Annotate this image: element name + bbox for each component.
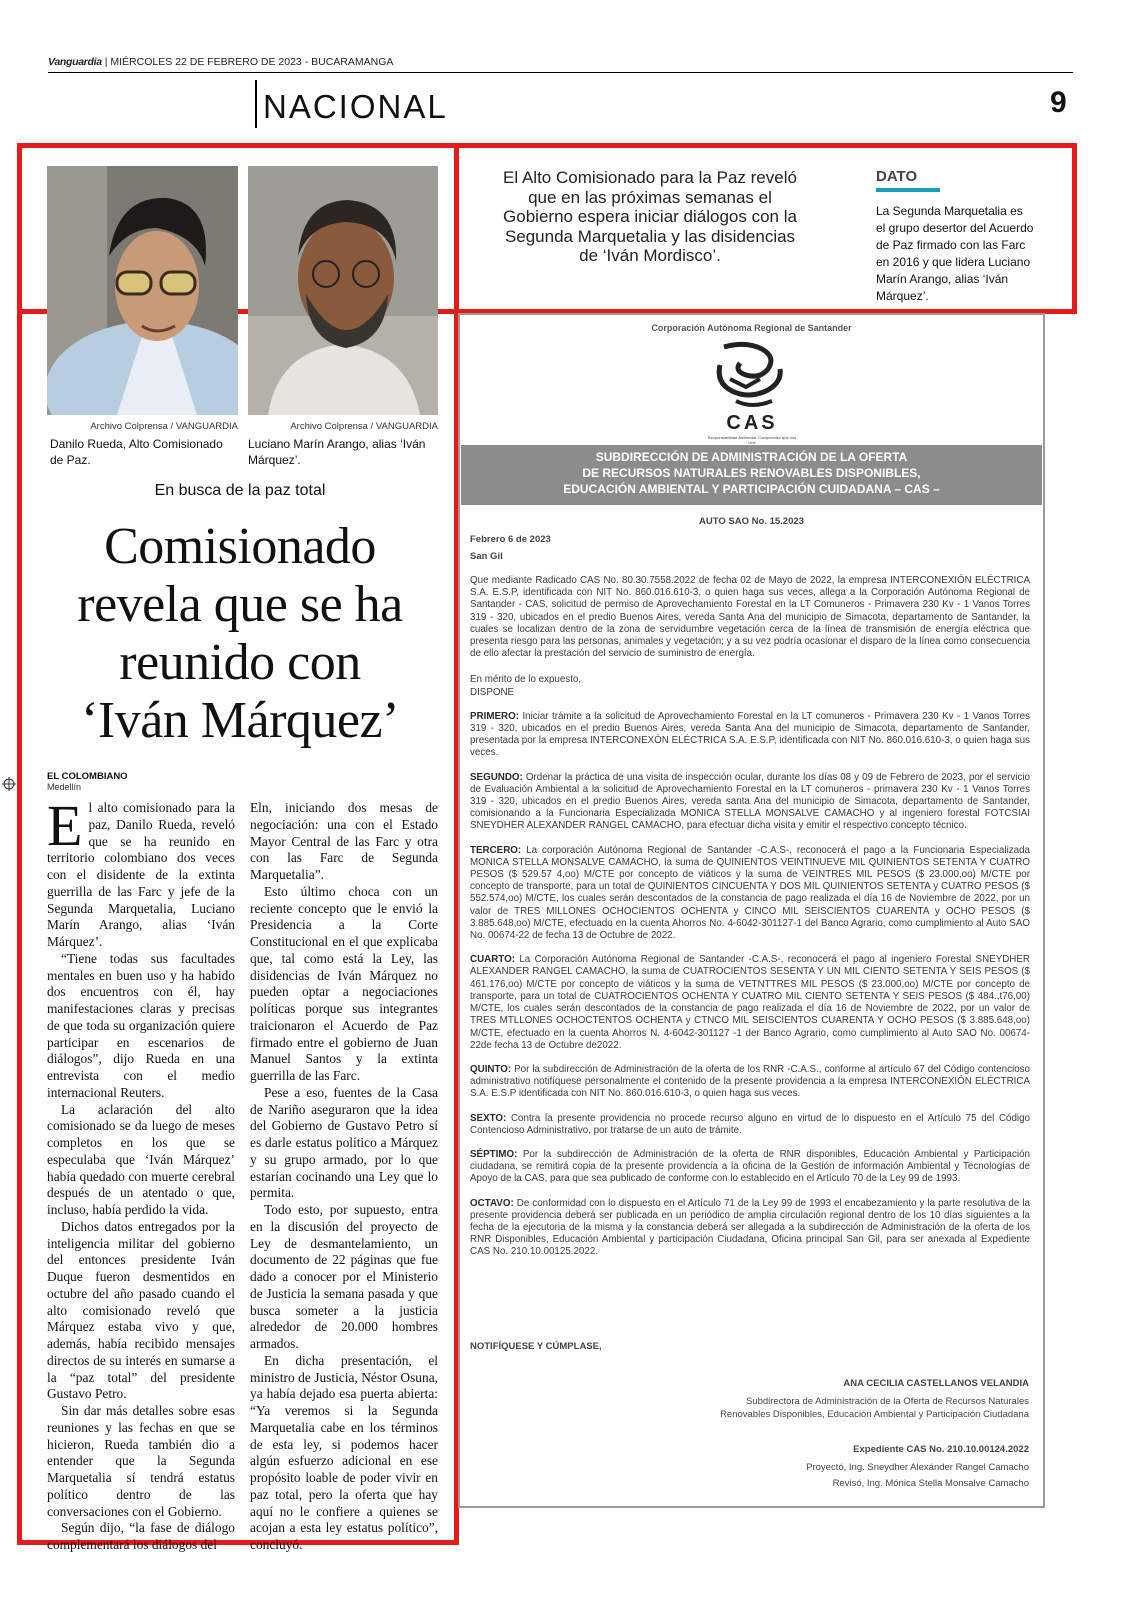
drop-cap: E — [47, 793, 83, 858]
registration-mark-icon — [2, 777, 16, 791]
photo-credit: Archivo Colprensa / VANGUARDIA — [90, 421, 238, 432]
notice-clause: PRIMERO: Iniciar trámite a la solicitud de Aprovechamiento Forestal en la LT comuneros - Primavera 230 Kv - 1 Vanos Torres 319 - 320, ubicados en el predio Buenos Aires, vereda Santa Ana del municipio de Simacota, departamento de Santander, presentada por la empresa INTERCONEXÓN ELÉCTRICA S.A. E.S.P, identificada con NIT No. 860.016.610-3, o quien haga sus veces. — [470, 710, 1030, 759]
notice-clause: TERCERO: La corporación Autónoma Regional de Santander -C.A.S-, reconocerá el pago a la Funcionaria Especializada MONICA STELLA MONSALVE CAMACHO, la suma de QUINIENTOS VEINTINUEVE MIL QUINIENTOS SETENTA Y CUATRO PESOS ($ 529.57 4,oo) M/CTE por concepto de viáticos y la suma de VEINTRES MIL PESOS ($ 23.000,oo) M/CTE por concepto de transporte, para un total de QUINIENTOS CINCUENTA Y DOS MIL QUINIENTOS SETENTA y CUATRO PESOS ($ 552.574,oo) M/CTE, los cuales serán descontados de la constancia de pago realizada el día 16 de Noviembre de 2022, por un valor de TRES MILLONES OCHOCIENTOS OCHENTA y CINCO MIL SEISCIENTOS CUARENTA y OCHO PESOS ($ 3.885.648,oo) M/CTE, efectuado en la cuenta Ahorros No. 4-6042-301127-1 del Banco Agrario, como cumplimiento al Auto SAO No. 00674-22 de fecha 13 de Octubre de 2022. — [470, 844, 1030, 942]
notice-clause: QUINTO: Por la subdirección de Administración de la oferta de los RNR -C.A.S., conforme al artículo 67 del Código contencioso administrativo notifíquese personalmente el contenido de la presente providencia a la empresa INTERCONEXIÓN ELÉCTRICA S.A. E.S.P identificada con NIT No. 860.016.610-3, o quien haga sus veces. — [470, 1063, 1030, 1100]
legal-notice — [458, 313, 1045, 1508]
article-paragraph: Eln, iniciando dos mesas de negociación: una con el Estado Mayor Central de las Farc y otra con las Farc de Segunda Marquetalia”. — [250, 800, 438, 882]
article-paragraph: Esto último choca con un reciente concepto que le envió la Presidencia a la Corte Constitucional en el que explicaba que, tal como está la Ley, las disidencias de Iván Márquez no pueden optar a negociaciones políticas porque sus integrantes traicionaron el Acuerdo de Paz firmado entre el gobierno de Juan Manuel Santos y la extinta guerrilla de las Farc. — [250, 883, 438, 1083]
notice-merito: En mérito de lo expuesto, — [470, 674, 582, 686]
notice-signer: ANA CECILIA CASTELLANOS VELANDIA — [843, 1378, 1029, 1389]
portrait-image — [47, 166, 238, 415]
article-column-1 — [47, 793, 235, 1554]
masthead: Vanguardia | MIÉRCOLES 22 DE FEBRERO DE 2023 - BUCARAMANGA — [48, 56, 394, 68]
notice-place: San Gil — [470, 551, 503, 562]
brand-logo: Vanguardia — [48, 56, 102, 68]
article-paragraph: La aclaración del alto comisionado se da luego de meses completos en los que se especulaba que ‘Iván Márquez’ había quedado con muerte cerebral después de un atentado o que, incluso, había perdido la vida. — [47, 1101, 235, 1217]
article-paragraph: En dicha presentación, el ministro de Justicia, Néstor Osuna, ya había dejado esa puerta abierta: “Ya veremos si la Segunda Marquetalia cabe en los términos de esta ley, si podemos hacer algún esfuerzo adicional en ese propósito loable de poder vivir en paz total, pero la oferta que hay aquí no le confiere a quienes se acojan a esta ley estatus político”, concluyó. — [250, 1352, 438, 1552]
notice-clause: CUARTO: La Corporación Autónoma Regional de Santander -C.A.S-, reconocerá el pago al ingeniero Forestal SNEYDHER ALEXANDER RANGEL CAMACHO, la suma de CUATROCIENTOS SESENTA Y UN MIL CIENTO SETENTA Y SEIS PESOS ($ 461.176,oo) M/CTE por concepto de viáticos y la suma de VETNTTRES MIL PESOS ($ 23.000,oo) M/CTE por concepto de transporte, para un total de CUATROCIENTOS OCHENTA Y CUATRO MIL CIENTO SETENTA Y SEIS PESOS ($ 484.,t76,00) M/CTE, los cuales serán descontados de la constancia de pago realizada el día 16 de Noviembre de 2022, por un valor de TRES MTLLONES OCHOCTENTOS OCHENTA y CTNCO MIL SEISCIENTOS CUARENTA Y OCHO PESOS ($ 3.885.648,oo) M/CTE, efectuado en la cuenta Ahorros N. 4-6042-301127 -1 der Banco Agrario, como cumplimiento al Auto SAO No. 00674-22de fecha 13 de Octubre de2022. — [470, 954, 1030, 1051]
article-paragraph: Pese a eso, fuentes de la Casa de Nariño aseguraron que la idea del Gobierno de Gustavo Petro sí es darle estatus político a Márquez y su grupo armado, por lo que estarían cocinando una Ley que lo permita. — [250, 1084, 438, 1201]
cas-logo-tagline: Responsabilidad Ambiental, Compromiso que nos Une — [707, 435, 797, 445]
notice-closing: NOTIFÍQUESE Y CÚMPLASE, — [470, 1341, 602, 1352]
cas-logo — [706, 339, 798, 447]
article-headline: Comisionado revela que se ha reunido con ‘Iván Márquez’ — [77, 518, 403, 749]
photo-caption: Danilo Rueda, Alto Comisionado de Paz. — [50, 437, 223, 467]
notice-clause: SÉPTIMO: Por la subdirección de Administración de la oferta de RNR disponibles, Educación Ambiental y Participación ciudadana, se remitirá copia de la presente providencia a la oficina de la Gestión de información Ambiental y Tecnologías de Apoyo de la CAS, para que sea publicado de conforme con lo establecido en el Artículo 70 de la Ley 99 de 1993. — [470, 1148, 1030, 1185]
notice-expediente: Expediente CAS No. 210.10.00124.2022 — [853, 1444, 1029, 1455]
header-rule — [48, 72, 1073, 73]
article-source: EL COLOMBIANO — [47, 771, 128, 782]
article-column-2 — [250, 800, 438, 1554]
section-divider — [255, 80, 257, 128]
article-paragraph: Todo esto, por supuesto, entra en la discusión del proyecto de Ley de desmantelamiento, un documento de 22 páginas que fue dado a conocer por el Ministerio de Justicia la semana pasada y que busca someter a la justicia alrededor de 20.000 hombres armados. — [250, 1202, 438, 1351]
notice-signer-role: Subdirectora de Administración de la Oferta de Recursos Naturales Renovables Disponibles, Educación Ambiental y Participación Ciudadana — [720, 1396, 1029, 1420]
notice-body — [470, 575, 1030, 1271]
article-paragraph: Sin dar más detalles sobre esas reuniones y las fechas en que se hicieron, Rueda también dio a entender que la Segunda Marquetalia sí tendrá estatus político dentro de las conversaciones con el Gobierno. — [47, 1403, 235, 1519]
photo-credit: Archivo Colprensa / VANGUARDIA — [290, 421, 438, 432]
cas-logo-mark-icon — [706, 339, 798, 409]
cas-logo-text: CAS — [726, 412, 778, 434]
dato-body: La Segunda Marquetalia es el grupo desertor del Acuerdo de Paz firmado con las Farc en 2016 y que lidera Luciano Marín Arango, alias ‘Iván Márquez’. — [876, 204, 1034, 303]
article-paragraph: Según dijo, “la fase de diálogo complementará los diálogos del — [47, 1520, 235, 1552]
dato-title: DATO — [876, 168, 918, 185]
article-paragraph: Dichos datos entregados por la inteligencia militar del gobierno del entonces presidente Iván Duque fueron desmentidos en octubre del año pasado cuando el alto comisionado reveló que Márquez estaba vivo y que, además, había recibido mensajes directos de su interés en sumarse a la “paz total” del presidente Gustavo Petro. — [47, 1218, 235, 1402]
section-title: NACIONAL — [263, 88, 448, 125]
notice-clause: SEGUNDO: Ordenar la práctica de una visita de inspección ocular, durante los días 08 y 09 de Febrero de 2023, por el servicio de Evaluación Ambiental a la solicitud de Aprovechamiento Forestal en la LT comuneros - primavera 230 Kv - 1 Vanos Torres 319 - 320, ubicados en el predio Buenos Aires, vereda santa Ana del municipio de Simacota, departamento de Santander, comisionando a la Funcionaria Especializada MONICA STELLA MONSALVE CAMACHO y al ingeniero forestal FOTCSIAI SNEYDHER ALEXANDER RANGEL CAMACHO, para efectuar dicha visita y emitir el respectivo concepto técnico. — [470, 771, 1030, 832]
notice-band: SUBDIRECCIÓN DE ADMINISTRACIÓN DE LA OFERTA DE RECURSOS NATURALES RENOVABLES DISPONIBLES, EDUCACIÓN AMBIENTAL Y PARTICIPACIÓN CUIDADANA – CAS – — [461, 445, 1042, 505]
dato-rule — [876, 188, 940, 192]
page-number: 9 — [1050, 86, 1067, 119]
article-kicker: En busca de la paz total — [154, 482, 326, 499]
notice-org: Corporación Autónoma Regional de Santander — [651, 323, 852, 333]
notice-auto-number: AUTO SAO No. 15.2023 — [699, 516, 804, 527]
notice-proyecto: Proyectó, Ing. Sneydher Alexánder Rangel Camacho — [806, 1462, 1029, 1473]
dateline: MIÉRCOLES 22 DE FEBRERO DE 2023 - BUCARAMANGA — [110, 56, 394, 68]
article-paragraph: l alto comisionado para la paz, Danilo Rueda, reveló que se ha reunido en territorio colombiano dos veces con el disidente de la extinta guerrilla de las Farc y jefe de la Segunda Marquetalia, Luciano Marín Arango, alias ‘Iván Márquez’. — [47, 800, 235, 949]
notice-reviso: Revisó, Ing. Mónica Stella Monsalve Camacho — [832, 1478, 1029, 1489]
notice-clause: SEXTO: Contra la presente providencia no procede recurso alguno en virtud de lo dispuesto en el Artículo 75 del Código Contencioso Administrativo, por tratarse de un auto de trámite. — [470, 1112, 1030, 1136]
notice-clause: OCTAVO: De conformidad con lo dispuesto en el Artículo 71 de la Ley 99 de 1993 el encabezamiento y la parte resolutiva de la presente providencia deberá ser publicada en un periódico de amplia circulación regional dentro de los 10 días siguientes a la fecha de la ejecutoria de la misma y la constancia deberá ser allegada a la subdirección de Administración de la oferta de los RNR Disponibles, Educación Ambiental y participación Ciudadana, Oficina principal San Gil, para ser anexada al Expediente CAS No. 210.10.00125.2022. — [470, 1197, 1030, 1258]
photo-ivan-marquez — [248, 166, 438, 415]
article-paragraph: “Tiene todas sus facultades mentales en buen uso y ha habido dos encuentros con él, hay manifestaciones claras y precisas de que toda su organización quiere participar en escenarios de diálogos”, dijo Rueda en una entrevista con el medio internacional Reuters. — [47, 950, 235, 1100]
pull-quote: El Alto Comisionado para la Paz reveló que en las próximas semanas el Gobierno espera iniciar diálogos con la Segunda Marquetalia y las disidencias de ‘Iván Mordisco’. — [503, 168, 797, 265]
notice-date: Febrero 6 de 2023 — [470, 534, 551, 545]
article-city: Medellín — [47, 782, 82, 792]
notice-dispone: DISPONE — [470, 686, 515, 698]
photo-danilo-rueda — [47, 166, 238, 415]
portrait-image — [248, 166, 438, 415]
photo-caption: Luciano Marín Arango, alias ‘Iván Márquez’. — [248, 437, 426, 467]
notice-intro: Que mediante Radicado CAS No. 80.30.7558.2022 de fecha 02 de Mayo de 2022, la empresa INTERCONEXIÓN ELÉCTRICA S.A. E.S.P, identificada con NIT No. 860.016.610-3, o quien haga sus veces, allega a la Corporación Autónoma Regional de Santander - CAS, solicitud de permiso de Aprovechamiento Forestal en la LT Comuneros - Primavera 230 Kv - 1 Vanos Torres 319 - 320, ubicados en el predio Buenos Aires, vereda Santa Ana del municipio de Simacota, departamento de Santander, la cuales se localizan dentro de la zona de servidumbre vegetación cerca de la línea de transmisión de energía eléctrica que presenta riesgo para las personas, animales y vegetación; y a su vez podría ocasionar el disparo de la línea como consecuencia de ello afectar la prestación del servicio de suministro de energía. — [470, 575, 1030, 660]
